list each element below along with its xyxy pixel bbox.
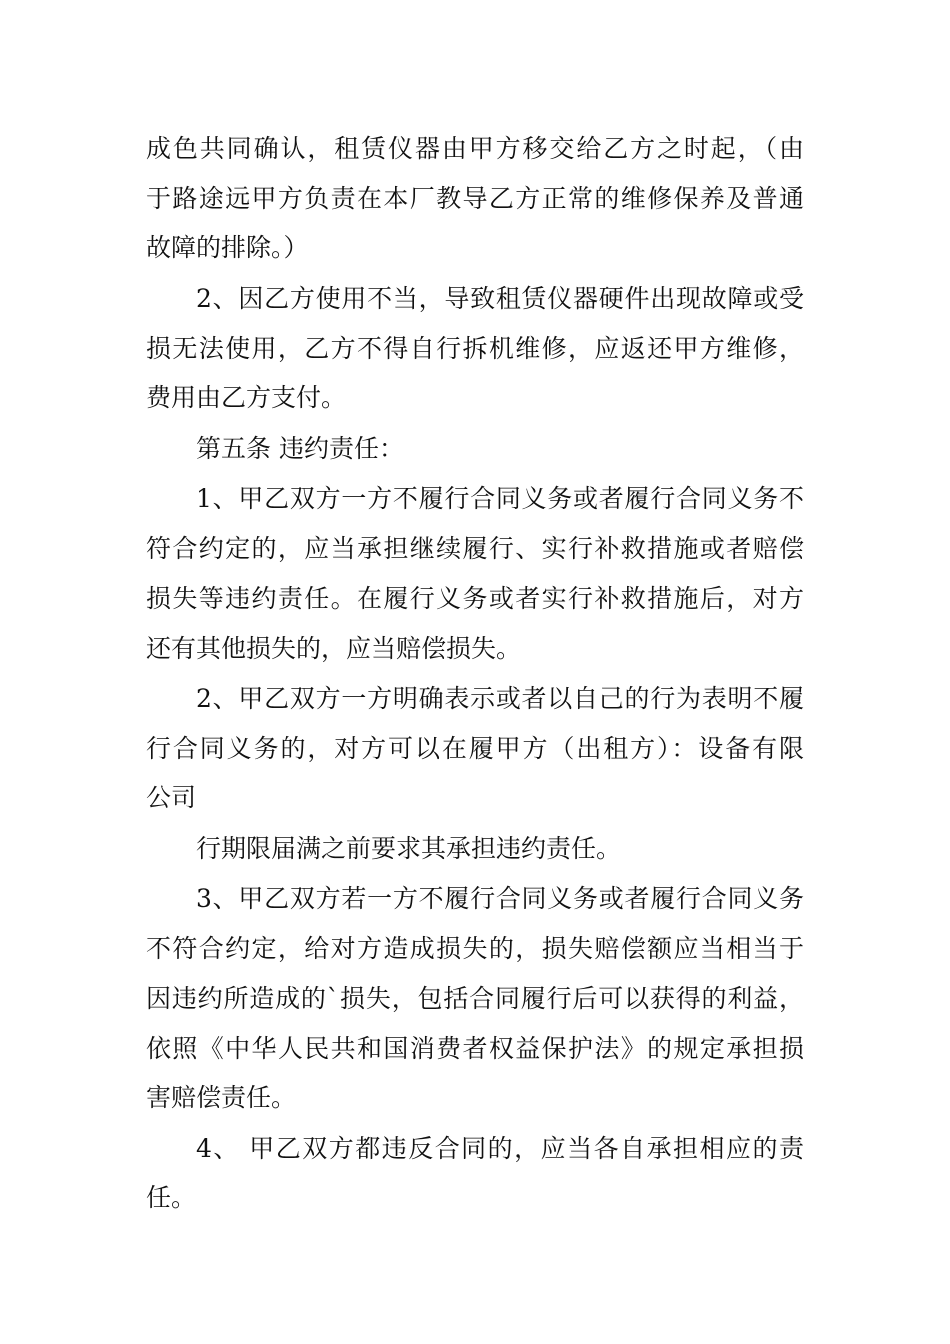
article-heading: 第五条 违约责任： <box>196 434 404 463</box>
text-line: 行期限届满之前要求其承担违约责任。 <box>196 834 622 863</box>
text-line: 依照《中华人民共和国消费者权益保护法》的规定承担损 <box>146 1034 804 1063</box>
text-line: 害赔偿责任。 <box>146 1083 297 1112</box>
text-line: 损无法使用，乙方不得自行拆机维修，应返还甲方维修， <box>146 334 804 363</box>
text-line: 任。 <box>146 1183 197 1212</box>
text-line: 1、甲乙双方一方不履行合同义务或者履行合同义务不 <box>196 484 804 513</box>
text-line: 因违约所造成的`损失，包括合同履行后可以获得的利益， <box>146 984 804 1013</box>
text-line: 符合约定的，应当承担继续履行、实行补救措施或者赔偿 <box>146 534 804 563</box>
text-line: 公司 <box>146 783 197 812</box>
text-line: 费用由乙方支付。 <box>146 383 347 412</box>
text-line: 成色共同确认，租赁仪器由甲方移交给乙方之时起，（由 <box>146 134 804 163</box>
text-line: 行合同义务的，对方可以在履甲方（出租方）：设备有限 <box>146 734 804 763</box>
text-line: 损失等违约责任。在履行义务或者实行补救措施后，对方 <box>146 584 804 613</box>
text-line: 故障的排除。） <box>146 233 309 262</box>
text-line: 不符合约定，给对方造成损失的，损失赔偿额应当相当于 <box>146 934 804 963</box>
text-line: 于路途远甲方负责在本厂教导乙方正常的维修保养及普通 <box>146 184 804 213</box>
text-line: 2、甲乙双方一方明确表示或者以自己的行为表明不履 <box>196 684 804 713</box>
text-line: 还有其他损失的，应当赔偿损失。 <box>146 634 522 663</box>
text-line: 3、甲乙双方若一方不履行合同义务或者履行合同义务 <box>196 884 804 913</box>
text-line: 4、 甲乙双方都违反合同的，应当各自承担相应的责 <box>196 1134 804 1163</box>
text-line: 2、因乙方使用不当，导致租赁仪器硬件出现故障或受 <box>196 284 804 313</box>
